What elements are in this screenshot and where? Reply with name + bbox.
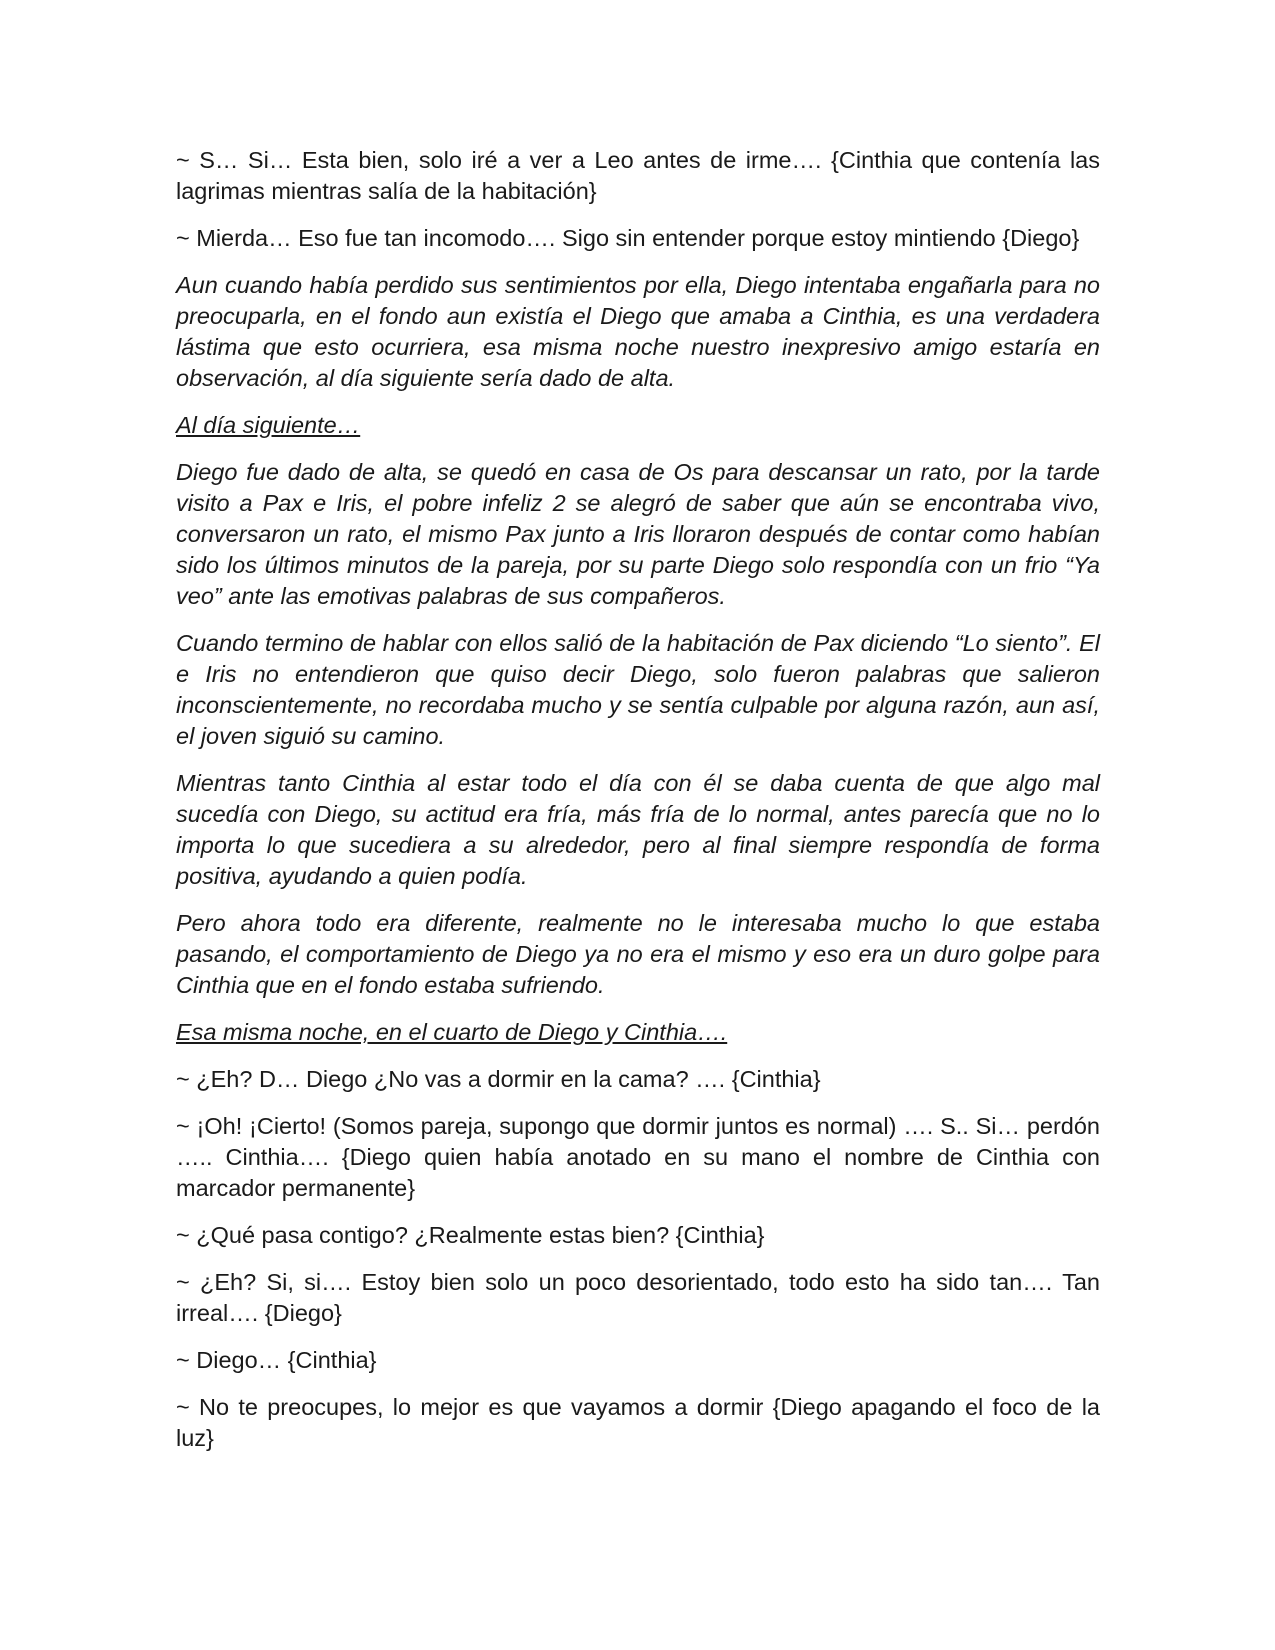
dialogue-paragraph: ~ ¿Eh? Si, si…. Estoy bien solo un poco desorientado, todo esto ha sido tan…. Tan irreal…. {Diego} [176,1269,1100,1326]
narration-paragraph: Diego fue dado de alta, se quedó en casa de Os para descansar un rato, por la tarde visito a Pax e Iris, el pobre infeliz 2 se alegró de saber que aún se encontraba vivo, conversaron un rato, el mismo Pax junto a Iris lloraron después de contar como habían sido los últimos minutos de la pareja, por su parte Diego solo respondía con un frio “Ya veo” ante las emotivas palabras de sus compañeros. [176,459,1100,609]
document-page [176,145,1100,1470]
dialogue-paragraph: ~ ¿Eh? D… Diego ¿No vas a dormir en la cama? …. {Cinthia} [176,1066,821,1092]
scene-heading: Al día siguiente… [176,412,361,438]
dialogue-paragraph: ~ Mierda… Eso fue tan incomodo…. Sigo sin entender porque estoy mintiendo {Diego} [176,225,1080,251]
dialogue-paragraph: ~ S… Si… Esta bien, solo iré a ver a Leo antes de irme…. {Cinthia que contenía las lagrimas mientras salía de la habitación} [176,147,1100,204]
dialogue-paragraph: ~ ¡Oh! ¡Cierto! (Somos pareja, supongo que dormir juntos es normal) …. S.. Si… perdón ….. Cinthia…. {Diego quien había anotado en su mano el nombre de Cinthia con marcador permanente} [176,1113,1100,1201]
narration-paragraph: Cuando termino de hablar con ellos salió de la habitación de Pax diciendo “Lo siento”. El e Iris no entendieron que quiso decir Diego, solo fueron palabras que salieron inconscientemente, no recordaba mucho y se sentía culpable por alguna razón, aun así, el joven siguió su camino. [176,630,1100,749]
dialogue-paragraph: ~ No te preocupes, lo mejor es que vayamos a dormir {Diego apagando el foco de la luz} [176,1394,1100,1451]
dialogue-paragraph: ~ Diego… {Cinthia} [176,1347,377,1373]
narration-paragraph: Aun cuando había perdido sus sentimientos por ella, Diego intentaba engañarla para no preocuparla, en el fondo aun existía el Diego que amaba a Cinthia, es una verdadera lástima que esto ocurriera, esa misma noche nuestro inexpresivo amigo estaría en observación, al día siguiente sería dado de alta. [176,272,1100,391]
dialogue-paragraph: ~ ¿Qué pasa contigo? ¿Realmente estas bien? {Cinthia} [176,1222,765,1248]
narration-paragraph: Mientras tanto Cinthia al estar todo el día con él se daba cuenta de que algo mal sucedía con Diego, su actitud era fría, más fría de lo normal, antes parecía que no lo importa lo que sucediera a su alrededor, pero al final siempre respondía de forma positiva, ayudando a quien podía. [176,770,1100,889]
scene-heading: Esa misma noche, en el cuarto de Diego y Cinthia…. [176,1019,728,1045]
narration-paragraph: Pero ahora todo era diferente, realmente no le interesaba mucho lo que estaba pasando, el comportamiento de Diego ya no era el mismo y eso era un duro golpe para Cinthia que en el fondo estaba sufriendo. [176,910,1100,998]
